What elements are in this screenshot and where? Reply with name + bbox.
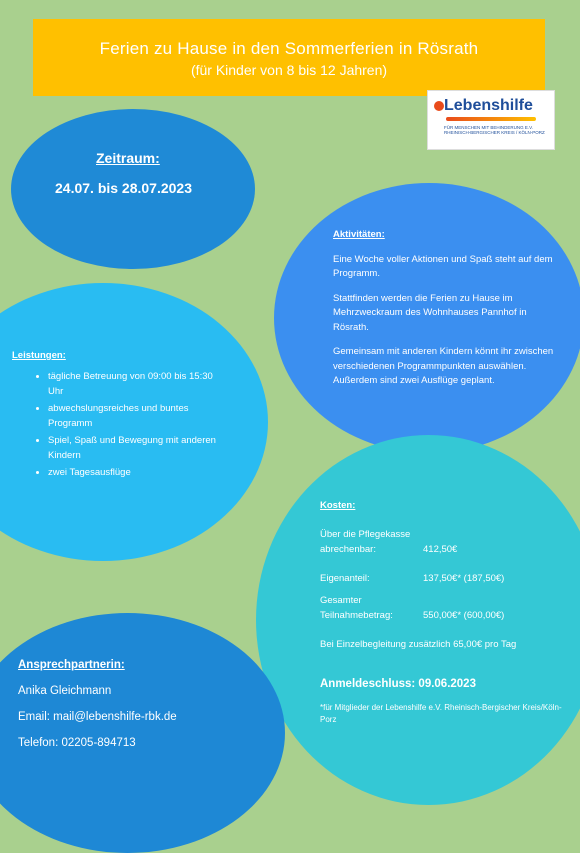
- aktivitaeten-paragraph: Stattfinden werden die Ferien zu Hause im Mehrzweckraum des Wohnhauses Pannhof in Rösrath.: [333, 292, 527, 333]
- cost-label: Über die Pflegekasse abrechenbar:: [320, 529, 411, 555]
- ansprech-section: [18, 657, 258, 761]
- list-item: • abwechslungsreiches und buntes Programm: [48, 401, 217, 431]
- member-footnote: *für Mitglieder der Lebenshilfe e.V. Rheinisch-Bergischer Kreis/Köln-Porz: [320, 703, 562, 724]
- zeitraum-dates: 24.07. bis 28.07.2023: [55, 180, 192, 196]
- cost-value: 550,00€* (600,00€): [423, 610, 505, 621]
- header-banner: [33, 19, 545, 96]
- contact-email[interactable]: Email: mail@lebenshilfe-rbk.de: [18, 711, 177, 723]
- cost-value: 412,50€: [423, 544, 458, 555]
- list-item: • tägliche Betreuung von 09:00 bis 15:30 Uhr: [48, 369, 217, 399]
- kosten-heading: Kosten:: [320, 500, 356, 511]
- cost-label: Gesamter Teilnahmebetrag:: [320, 595, 393, 621]
- logo-mark-icon: [434, 101, 444, 111]
- lebenshilfe-logo: [427, 90, 555, 150]
- ansprech-heading: Ansprechpartnerin:: [18, 659, 125, 671]
- cost-label: Eigenanteil:: [320, 573, 370, 584]
- aktivitaeten-section: [333, 228, 561, 399]
- cost-row: [320, 571, 575, 586]
- registration-deadline: Anmeldeschluss: 09.06.2023: [320, 678, 476, 690]
- cost-row: [320, 527, 575, 557]
- leistungen-heading: Leistungen:: [12, 350, 66, 361]
- kosten-section: [320, 498, 575, 726]
- contact-name: Anika Gleichmann: [18, 685, 112, 697]
- list-item: • zwei Tagesausflüge: [48, 465, 217, 480]
- list-item: • Spiel, Spaß und Bewegung mit anderen Kindern: [48, 433, 217, 463]
- aktivitaeten-paragraph: Eine Woche voller Aktionen und Spaß steht auf dem Programm.: [333, 253, 553, 279]
- cost-row: [320, 593, 575, 623]
- page-subtitle: (für Kinder von 8 bis 12 Jahren): [190, 62, 388, 78]
- zeitraum-heading: Zeitraum:: [96, 150, 160, 166]
- logo-subtitle: FÜR MENSCHEN MIT BEHINDERUNG E.V. RHEINISCH-BERGISCHER KREIS / KÖLN-PORZ: [444, 125, 545, 135]
- cost-value: 137,50€* (187,50€): [423, 573, 505, 584]
- page-title: Ferien zu Hause in den Sommerferien in Rösrath: [99, 39, 479, 58]
- aktivitaeten-heading: Aktivitäten:: [333, 229, 385, 240]
- cost-note: Bei Einzelbegleitung zusätzlich 65,00€ pro Tag: [320, 639, 517, 650]
- leistungen-section: [12, 348, 217, 482]
- contact-phone[interactable]: Telefon: 02205-894713: [18, 737, 136, 749]
- leistungen-list: [12, 369, 217, 480]
- logo-swoosh: [446, 117, 536, 121]
- aktivitaeten-paragraph: Gemeinsam mit anderen Kindern könnt ihr zwischen verschiedenen Programmpunkten auswählen. Außerdem sind zwei Ausflüge geplant.: [333, 346, 554, 386]
- logo-brand: Lebenshilfe: [444, 97, 533, 114]
